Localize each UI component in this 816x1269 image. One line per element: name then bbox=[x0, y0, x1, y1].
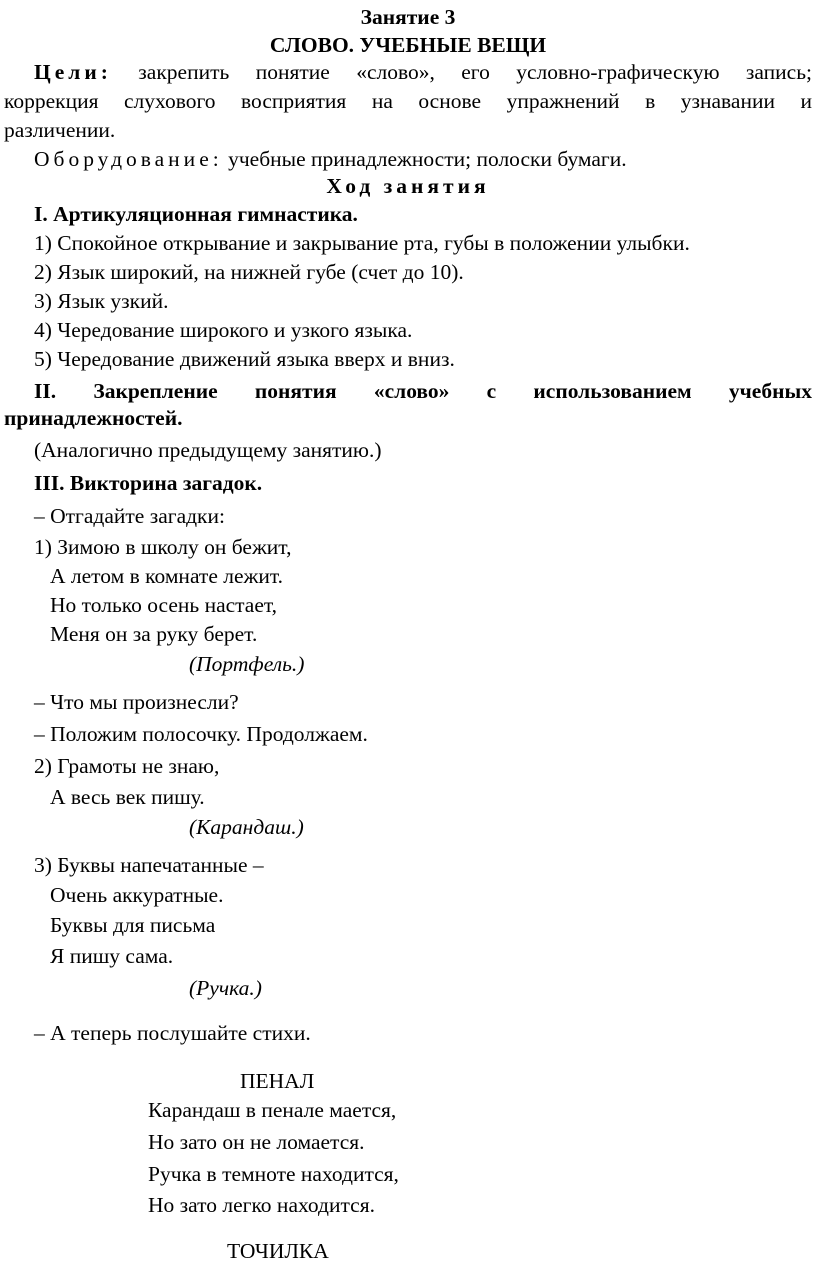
poem1-line: Карандаш в пенале мается, bbox=[148, 1098, 397, 1122]
riddle1-line: 1) Зимою в школу он бежит, bbox=[34, 535, 292, 559]
riddle3-line: 3) Буквы напечатанные – bbox=[34, 853, 264, 877]
goals-line-1 bbox=[4, 57, 812, 87]
section1-heading: I. Артикуляционная гимнастика. bbox=[34, 202, 358, 226]
section1-item: 3) Язык узкий. bbox=[34, 289, 169, 313]
section2-heading-line-2: принадлежностей. bbox=[4, 406, 183, 430]
riddle1-line: А летом в комнате лежит. bbox=[50, 564, 284, 588]
riddle1-line: Меня он за руку берет. bbox=[50, 622, 258, 646]
riddle1-line: Но только осень настает, bbox=[50, 593, 278, 617]
riddle2-answer: (Карандаш.) bbox=[189, 815, 304, 839]
goals-label: Цели: bbox=[34, 60, 112, 84]
riddles-intro: – Отгадайте загадки: bbox=[34, 504, 225, 528]
goals-line-2: коррекция слухового восприятия на основе упражнений в узнавании и bbox=[4, 89, 812, 113]
riddle3-line: Буквы для письма bbox=[50, 913, 216, 937]
riddle2-line: 2) Грамоты не знаю, bbox=[34, 754, 220, 778]
riddle3-answer: (Ручка.) bbox=[189, 976, 262, 1000]
section1-item: 1) Спокойное открывание и закрывание рта, губы в положении улыбки. bbox=[34, 231, 690, 255]
equipment-line bbox=[34, 144, 627, 174]
poem1-line: Но зато он не ломается. bbox=[148, 1130, 365, 1154]
section2-note: (Аналогично предыдущему занятию.) bbox=[34, 438, 382, 462]
goals-text-1: закрепить понятие «слово», его условно-графическую запись; bbox=[138, 60, 812, 84]
lesson-number: Занятие 3 bbox=[360, 5, 456, 29]
poem2-title: ТОЧИЛКА bbox=[227, 1239, 329, 1263]
poems-intro: – А теперь послушайте стихи. bbox=[34, 1021, 311, 1045]
dialog-line: – Положим полосочку. Продолжаем. bbox=[34, 722, 368, 746]
riddle3-line: Очень аккуратные. bbox=[50, 883, 224, 907]
equipment-text: учебные принадлежности; полоски бумаги. bbox=[228, 147, 627, 171]
poem1-title: ПЕНАЛ bbox=[240, 1069, 315, 1093]
riddle2-line: А весь век пишу. bbox=[50, 785, 205, 809]
riddle3-line: Я пишу сама. bbox=[50, 944, 174, 968]
riddle1-answer: (Портфель.) bbox=[189, 652, 305, 676]
goals-line-3: различении. bbox=[4, 118, 116, 142]
course-heading: Ход занятия bbox=[326, 174, 490, 198]
section1-item: 5) Чередование движений языка вверх и вниз. bbox=[34, 347, 455, 371]
dialog-line: – Что мы произнесли? bbox=[34, 690, 239, 714]
lesson-title: СЛОВО. УЧЕБНЫЕ ВЕЩИ bbox=[269, 33, 547, 57]
equipment-label: Оборудование: bbox=[34, 147, 223, 171]
section1-item: 2) Язык широкий, на нижней губе (счет до 10). bbox=[34, 260, 464, 284]
poem1-line: Ручка в темноте находится, bbox=[148, 1162, 399, 1186]
section2-heading-line-1: II. Закрепление понятия «слово» с использованием учебных bbox=[34, 379, 812, 403]
poem1-line: Но зато легко находится. bbox=[148, 1193, 375, 1217]
section1-item: 4) Чередование широкого и узкого языка. bbox=[34, 318, 413, 342]
section3-heading: III. Викторина загадок. bbox=[34, 471, 263, 495]
